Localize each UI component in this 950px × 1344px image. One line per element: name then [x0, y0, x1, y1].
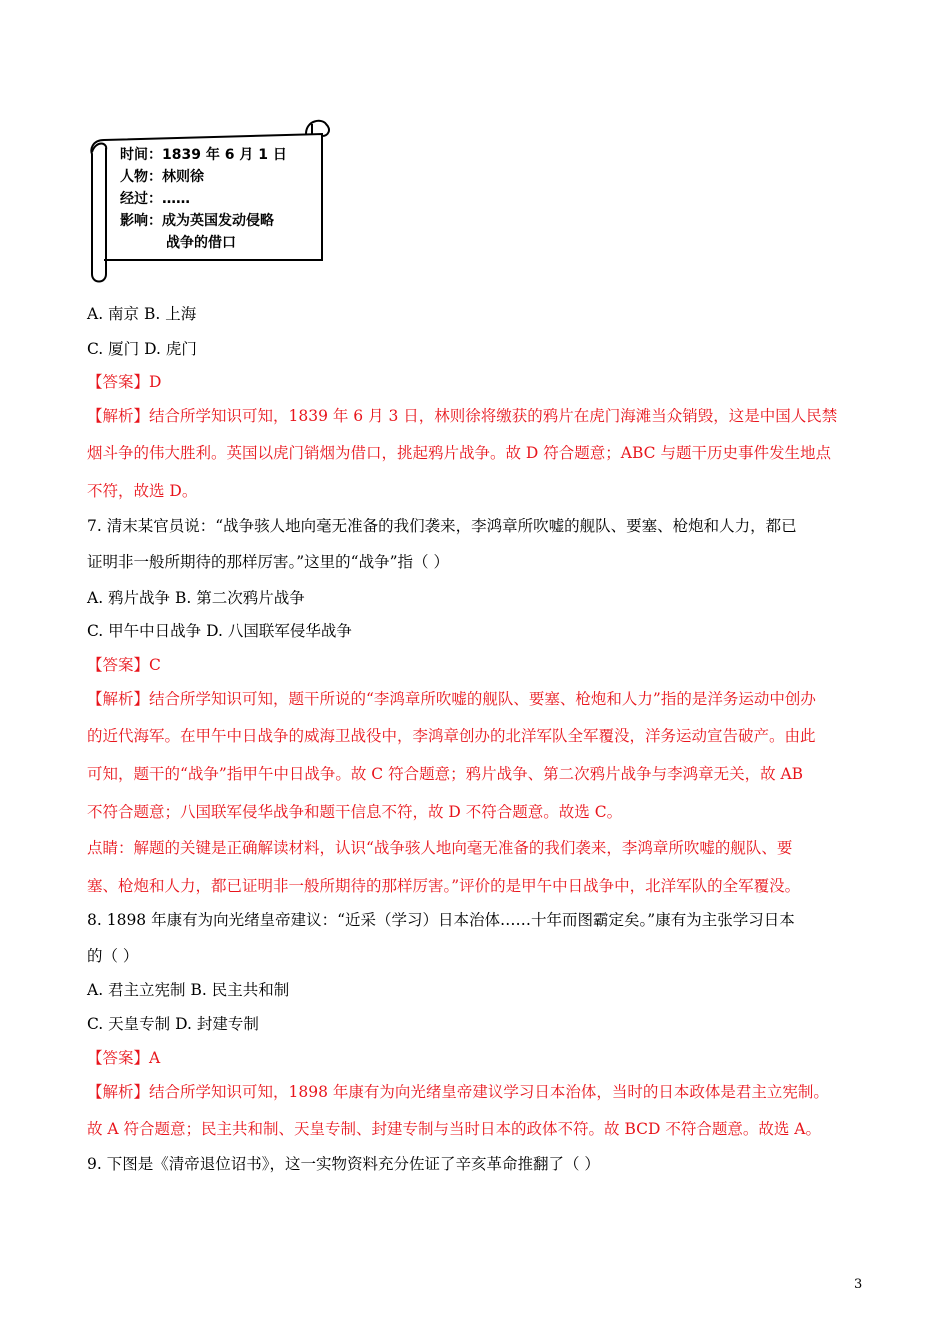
q7-analysis-2: 的近代海军。在甲午中日战争的威海卫战役中，李鸿章创办的北洋军队全军覆没，洋务运动宣告破产。由此: [87, 727, 816, 745]
scroll-process: 经过：……: [120, 191, 190, 207]
scroll-text: [120, 144, 287, 254]
page-number: 3: [854, 1277, 863, 1292]
q7-answer: 【答案】C: [87, 656, 161, 674]
q6-answer: 【答案】D: [87, 373, 162, 391]
q8-options-row2: C. 天皇专制 D. 封建专制: [87, 1015, 259, 1033]
q7-tip-2: 塞、枪炮和人力，都已证明非一般所期待的那样厉害。”评价的是甲午中日战争中，北洋军队的全军覆没。: [87, 877, 801, 895]
q7-options-row1: A. 鸦片战争 B. 第二次鸦片战争: [87, 589, 305, 607]
q6-options-row1: A. 南京 B. 上海: [87, 305, 197, 323]
q7-options-row2: C. 甲午中日战争 D. 八国联军侵华战争: [87, 622, 352, 640]
scroll-impact-cont: 战争的借口: [166, 235, 236, 251]
q7-tip-1: 点睛：解题的关键是正确解读材料，认识“战争骇人地向毫无准备的我们袭来，李鸿章所吹嘘的舰队、要: [87, 839, 793, 857]
q6-analysis-3: 不符，故选 D。: [87, 482, 198, 500]
q7-stem-2: 证明非一般所期待的那样厉害。”这里的“战争”指（ ）: [87, 553, 449, 571]
q8-stem-1: 8. 1898 年康有为向光绪皇帝建议：“近采（学习）日本治体……十年而图霸定矣。”康有为主张学习日本: [87, 911, 795, 929]
q6-analysis-2: 烟斗争的伟大胜利。英国以虎门销烟为借口，挑起鸦片战争。故 D 符合题意；ABC 与题干历史事件发生地点: [87, 444, 831, 462]
scroll-impact: 影响：成为英国发动侵略: [120, 213, 274, 229]
q9-stem: 9. 下图是《清帝退位诏书》，这一实物资料充分佐证了辛亥革命推翻了（ ）: [87, 1155, 600, 1173]
scroll-person: 人物：林则徐: [120, 169, 204, 185]
q8-answer: 【答案】A: [87, 1049, 161, 1067]
q8-analysis-1: 【解析】结合所学知识可知，1898 年康有为向光绪皇帝建议学习日本治体，当时的日本政体是君主立宪制。: [87, 1083, 829, 1101]
scroll-illustration: [84, 114, 336, 286]
q7-analysis-4: 不符合题意；八国联军侵华战争和题干信息不符，故 D 不符合题意。故选 C。: [87, 803, 623, 821]
q8-options-row1: A. 君主立宪制 B. 民主共和制: [87, 981, 290, 999]
q6-options-row2: C. 厦门 D. 虎门: [87, 340, 197, 358]
q8-analysis-2: 故 A 符合题意；民主共和制、天皇专制、封建专制与当时日本的政体不符。故 BCD 不符合题意。故选 A。: [87, 1120, 821, 1138]
q7-analysis-3: 可知，题干的“战争”指甲午中日战争。故 C 符合题意；鸦片战争、第二次鸦片战争与李鸿章无关，故 AB: [87, 765, 804, 783]
scroll-time: 时间：1839 年 6 月 1 日: [120, 147, 287, 163]
q6-analysis-1: 【解析】结合所学知识可知，1839 年 6 月 3 日，林则徐将缴获的鸦片在虎门海滩当众销毁，这是中国人民禁: [87, 407, 838, 425]
q7-analysis-1: 【解析】结合所学知识可知，题干所说的“李鸿章所吹嘘的舰队、要塞、枪炮和人力”指的是洋务运动中创办: [87, 690, 816, 708]
q7-stem-1: 7. 清末某官员说：“战争骇人地向毫无准备的我们袭来，李鸿章所吹嘘的舰队、要塞、枪炮和人力，都已: [87, 517, 797, 535]
q8-stem-2: 的（ ）: [87, 947, 139, 965]
